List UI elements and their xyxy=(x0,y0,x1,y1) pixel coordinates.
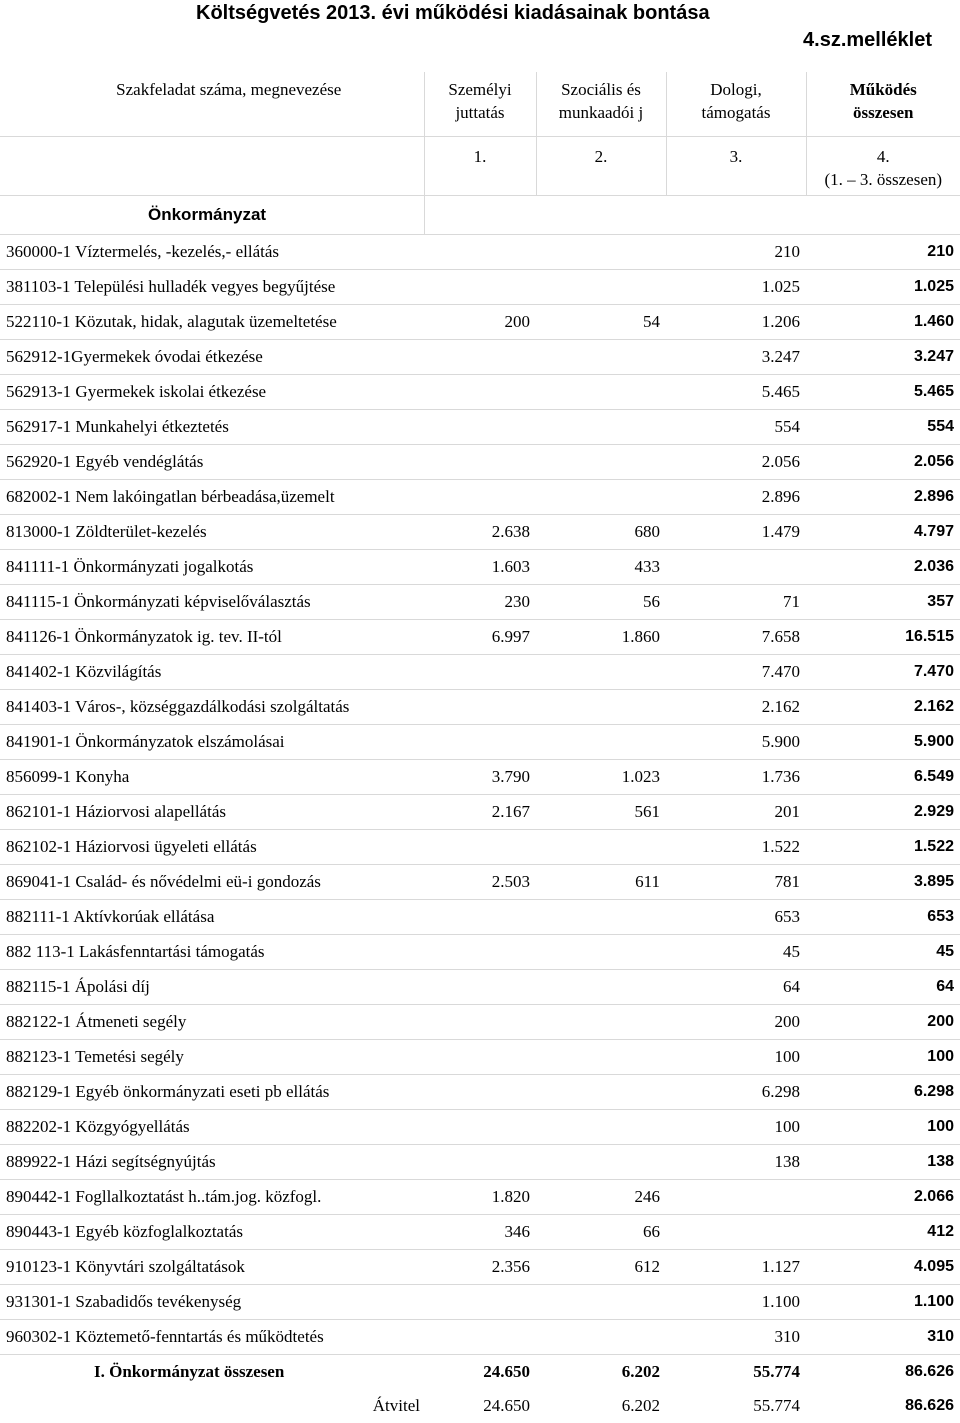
row-social xyxy=(536,375,666,410)
row-total: 100 xyxy=(806,1040,960,1075)
table-row xyxy=(0,585,960,620)
header-col-personal xyxy=(424,72,536,137)
table-row xyxy=(0,970,960,1005)
row-material: 5.465 xyxy=(666,375,806,410)
row-personal xyxy=(424,1285,536,1320)
row-material: 201 xyxy=(666,795,806,830)
row-name: 562917-1 Munkahelyi étkeztetés xyxy=(0,410,424,445)
header-col-social-line1: Szociális és xyxy=(561,80,641,99)
table-row xyxy=(0,1145,960,1180)
table-row xyxy=(0,515,960,550)
row-personal xyxy=(424,235,536,270)
sum-row-personal: 24.650 xyxy=(483,1362,530,1381)
header-col-total-line1: Működés xyxy=(849,80,917,99)
row-name: 360000-1 Víztermelés, -kezelés,- ellátás xyxy=(0,235,424,270)
row-personal xyxy=(424,970,536,1005)
row-name: 910123-1 Könyvtári szolgáltatások xyxy=(0,1250,424,1285)
table-row xyxy=(0,1215,960,1250)
row-material: 310 xyxy=(666,1320,806,1355)
row-social xyxy=(536,1075,666,1110)
document-title: Költségvetés 2013. évi működési kiadásainak bontása xyxy=(196,2,710,24)
row-personal xyxy=(424,655,536,690)
row-total: 412 xyxy=(806,1215,960,1250)
row-personal: 6.997 xyxy=(424,620,536,655)
row-personal xyxy=(424,830,536,865)
row-total: 2.056 xyxy=(806,445,960,480)
section-cell-3 xyxy=(666,196,806,235)
column-number-empty xyxy=(0,137,424,196)
table-row xyxy=(0,655,960,690)
row-personal xyxy=(424,1005,536,1040)
row-total: 2.929 xyxy=(806,795,960,830)
row-material xyxy=(666,550,806,585)
row-total: 2.896 xyxy=(806,480,960,515)
sum-row-total: 86.626 xyxy=(905,1363,954,1380)
table-row xyxy=(0,305,960,340)
row-name: 841402-1 Közvilágítás xyxy=(0,655,424,690)
row-personal xyxy=(424,375,536,410)
header-col-material-line2: támogatás xyxy=(701,103,771,122)
sum-row-label: I. Önkormányzat összesen xyxy=(94,1362,285,1381)
table-row xyxy=(0,550,960,585)
sum-row-social: 6.202 xyxy=(621,1362,660,1381)
row-material: 5.900 xyxy=(666,725,806,760)
row-name: 882129-1 Egyéb önkormányzati eseti pb ellátás xyxy=(0,1075,424,1110)
row-social xyxy=(536,445,666,480)
row-material: 45 xyxy=(666,935,806,970)
row-social xyxy=(536,1285,666,1320)
header-col-material xyxy=(666,72,806,137)
row-material: 1.025 xyxy=(666,270,806,305)
row-personal xyxy=(424,935,536,970)
row-personal xyxy=(424,900,536,935)
column-number-3: 3. xyxy=(666,137,806,196)
row-personal xyxy=(424,340,536,375)
row-total: 4.095 xyxy=(806,1250,960,1285)
row-personal: 2.503 xyxy=(424,865,536,900)
row-total: 16.515 xyxy=(806,620,960,655)
row-total: 1.522 xyxy=(806,830,960,865)
carry-row-label: Átvitel xyxy=(372,1396,420,1415)
row-personal xyxy=(424,410,536,445)
row-social xyxy=(536,1040,666,1075)
table-row xyxy=(0,1320,960,1355)
row-social: 56 xyxy=(536,585,666,620)
row-name: 856099-1 Konyha xyxy=(0,760,424,795)
row-personal xyxy=(424,1110,536,1145)
row-total: 554 xyxy=(806,410,960,445)
table-row xyxy=(0,340,960,375)
row-personal: 230 xyxy=(424,585,536,620)
row-material: 2.896 xyxy=(666,480,806,515)
header-col-material-line1: Dologi, xyxy=(710,80,762,99)
row-total: 357 xyxy=(806,585,960,620)
row-social xyxy=(536,900,666,935)
row-total: 5.900 xyxy=(806,725,960,760)
row-name: 862102-1 Háziorvosi ügyeleti ellátás xyxy=(0,830,424,865)
carry-row-social: 6.202 xyxy=(621,1396,660,1415)
annex-label: 4.sz.melléklet xyxy=(803,29,932,51)
row-social xyxy=(536,340,666,375)
row-material: 100 xyxy=(666,1110,806,1145)
section-cell-4 xyxy=(806,196,960,235)
carry-row-total: 86.626 xyxy=(905,1397,954,1414)
row-name: 882123-1 Temetési segély xyxy=(0,1040,424,1075)
row-social xyxy=(536,1320,666,1355)
row-social: 680 xyxy=(536,515,666,550)
row-name: 841115-1 Önkormányzati képviselőválasztás xyxy=(0,585,424,620)
row-personal xyxy=(424,1145,536,1180)
header-col-social-line2: munkaadói j xyxy=(558,103,644,122)
table-row xyxy=(0,865,960,900)
row-material: 7.470 xyxy=(666,655,806,690)
table-row xyxy=(0,480,960,515)
row-total: 1.460 xyxy=(806,305,960,340)
section-label: Önkormányzat xyxy=(0,196,424,235)
table-row xyxy=(0,900,960,935)
row-personal xyxy=(424,690,536,725)
row-total: 200 xyxy=(806,1005,960,1040)
row-material: 653 xyxy=(666,900,806,935)
row-social xyxy=(536,830,666,865)
header-col-total xyxy=(806,72,960,137)
row-material: 210 xyxy=(666,235,806,270)
row-name: 841403-1 Város-, községgazdálkodási szolgáltatás xyxy=(0,690,424,725)
row-personal xyxy=(424,270,536,305)
table-row xyxy=(0,1180,960,1215)
section-cell-2 xyxy=(536,196,666,235)
table-row xyxy=(0,1075,960,1110)
table-row xyxy=(0,1005,960,1040)
row-material: 554 xyxy=(666,410,806,445)
row-material: 100 xyxy=(666,1040,806,1075)
row-personal: 2.356 xyxy=(424,1250,536,1285)
table-row xyxy=(0,795,960,830)
section-cell-1 xyxy=(424,196,536,235)
row-material: 7.658 xyxy=(666,620,806,655)
row-social xyxy=(536,1145,666,1180)
table-row xyxy=(0,1250,960,1285)
row-name: 813000-1 Zöldterület-kezelés xyxy=(0,515,424,550)
row-material xyxy=(666,1215,806,1250)
row-social xyxy=(536,410,666,445)
row-material: 1.127 xyxy=(666,1250,806,1285)
table-row xyxy=(0,830,960,865)
table-row xyxy=(0,445,960,480)
row-material: 781 xyxy=(666,865,806,900)
row-social xyxy=(536,970,666,1005)
row-name: 841901-1 Önkormányzatok elszámolásai xyxy=(0,725,424,760)
row-total: 3.247 xyxy=(806,340,960,375)
carry-row-material: 55.774 xyxy=(753,1396,800,1415)
row-total: 3.895 xyxy=(806,865,960,900)
table-row xyxy=(0,620,960,655)
table-row xyxy=(0,235,960,270)
row-personal xyxy=(424,445,536,480)
column-number-4-line2: (1. – 3. összesen) xyxy=(824,170,943,189)
row-material: 71 xyxy=(666,585,806,620)
row-total: 4.797 xyxy=(806,515,960,550)
row-name: 882122-1 Átmeneti segély xyxy=(0,1005,424,1040)
row-personal: 346 xyxy=(424,1215,536,1250)
row-social: 1.860 xyxy=(536,620,666,655)
row-name: 882 113-1 Lakásfenntartási támogatás xyxy=(0,935,424,970)
row-total: 310 xyxy=(806,1320,960,1355)
row-personal: 3.790 xyxy=(424,760,536,795)
sum-row xyxy=(0,1355,960,1390)
row-material: 1.522 xyxy=(666,830,806,865)
row-social: 611 xyxy=(536,865,666,900)
budget-table xyxy=(0,72,960,1423)
row-personal: 2.167 xyxy=(424,795,536,830)
row-name: 562920-1 Egyéb vendéglátás xyxy=(0,445,424,480)
row-material: 1.206 xyxy=(666,305,806,340)
header-col-social xyxy=(536,72,666,137)
row-personal: 2.638 xyxy=(424,515,536,550)
table-row xyxy=(0,935,960,970)
row-material: 2.162 xyxy=(666,690,806,725)
row-name: 889922-1 Házi segítségnyújtás xyxy=(0,1145,424,1180)
row-name: 841126-1 Önkormányzatok ig. tev. II-tól xyxy=(0,620,424,655)
header-col-total-line2: összesen xyxy=(853,103,914,122)
column-number-row xyxy=(0,137,960,196)
row-personal xyxy=(424,480,536,515)
row-total: 2.066 xyxy=(806,1180,960,1215)
row-social: 612 xyxy=(536,1250,666,1285)
row-material: 1.479 xyxy=(666,515,806,550)
row-name: 869041-1 Család- és nővédelmi eü-i gondozás xyxy=(0,865,424,900)
carry-row xyxy=(0,1389,960,1423)
row-total: 138 xyxy=(806,1145,960,1180)
row-social: 561 xyxy=(536,795,666,830)
row-social: 54 xyxy=(536,305,666,340)
row-social xyxy=(536,935,666,970)
row-social xyxy=(536,690,666,725)
row-social: 246 xyxy=(536,1180,666,1215)
row-total: 45 xyxy=(806,935,960,970)
table-body xyxy=(0,235,960,1355)
row-personal: 200 xyxy=(424,305,536,340)
row-name: 381103-1 Települési hulladék vegyes begyűjtése xyxy=(0,270,424,305)
row-name: 682002-1 Nem lakóingatlan bérbeadása,üzemelt xyxy=(0,480,424,515)
row-total: 1.025 xyxy=(806,270,960,305)
row-social: 1.023 xyxy=(536,760,666,795)
row-total: 2.162 xyxy=(806,690,960,725)
column-number-4 xyxy=(806,137,960,196)
row-material xyxy=(666,1180,806,1215)
row-total: 7.470 xyxy=(806,655,960,690)
row-name: 841111-1 Önkormányzati jogalkotás xyxy=(0,550,424,585)
header-col-personal-line2: juttatás xyxy=(455,103,505,122)
row-material: 3.247 xyxy=(666,340,806,375)
row-personal: 1.603 xyxy=(424,550,536,585)
sum-row-material: 55.774 xyxy=(753,1362,800,1381)
row-total: 100 xyxy=(806,1110,960,1145)
table-row xyxy=(0,410,960,445)
table-row xyxy=(0,1040,960,1075)
table-row xyxy=(0,690,960,725)
table-row xyxy=(0,760,960,795)
header-row xyxy=(0,72,960,137)
row-name: 562913-1 Gyermekek iskolai étkezése xyxy=(0,375,424,410)
row-total: 1.100 xyxy=(806,1285,960,1320)
row-total: 6.298 xyxy=(806,1075,960,1110)
row-name: 882202-1 Közgyógyellátás xyxy=(0,1110,424,1145)
row-social xyxy=(536,725,666,760)
row-name: 562912-1Gyermekek óvodai étkezése xyxy=(0,340,424,375)
carry-row-personal: 24.650 xyxy=(483,1396,530,1415)
row-material: 138 xyxy=(666,1145,806,1180)
row-personal: 1.820 xyxy=(424,1180,536,1215)
table-row xyxy=(0,1285,960,1320)
row-social xyxy=(536,270,666,305)
row-name: 931301-1 Szabadidős tevékenység xyxy=(0,1285,424,1320)
row-social xyxy=(536,1110,666,1145)
row-total: 653 xyxy=(806,900,960,935)
row-name: 882115-1 Ápolási díj xyxy=(0,970,424,1005)
header-col-name: Szakfeladat száma, megnevezése xyxy=(0,72,424,137)
row-social xyxy=(536,655,666,690)
row-total: 64 xyxy=(806,970,960,1005)
column-number-2: 2. xyxy=(536,137,666,196)
row-material: 64 xyxy=(666,970,806,1005)
column-number-1: 1. xyxy=(424,137,536,196)
row-personal xyxy=(424,1320,536,1355)
row-social xyxy=(536,235,666,270)
row-material: 1.100 xyxy=(666,1285,806,1320)
row-social xyxy=(536,1005,666,1040)
row-name: 890443-1 Egyéb közfoglalkoztatás xyxy=(0,1215,424,1250)
table-row xyxy=(0,725,960,760)
row-personal xyxy=(424,725,536,760)
row-personal xyxy=(424,1040,536,1075)
row-personal xyxy=(424,1075,536,1110)
table-row xyxy=(0,375,960,410)
table-row xyxy=(0,270,960,305)
row-name: 862101-1 Háziorvosi alapellátás xyxy=(0,795,424,830)
column-number-4-line1: 4. xyxy=(876,147,890,166)
row-name: 960302-1 Köztemető-fenntartás és működtetés xyxy=(0,1320,424,1355)
row-material: 1.736 xyxy=(666,760,806,795)
row-social: 66 xyxy=(536,1215,666,1250)
row-name: 890442-1 Fogllalkoztatást h..tám.jog. közfogl. xyxy=(0,1180,424,1215)
header-col-personal-line1: Személyi xyxy=(448,80,512,99)
row-total: 2.036 xyxy=(806,550,960,585)
row-total: 5.465 xyxy=(806,375,960,410)
section-row xyxy=(0,196,960,235)
row-social xyxy=(536,480,666,515)
row-material: 200 xyxy=(666,1005,806,1040)
table-row xyxy=(0,1110,960,1145)
row-material: 2.056 xyxy=(666,445,806,480)
row-name: 522110-1 Közutak, hidak, alagutak üzemeltetése xyxy=(0,305,424,340)
row-material: 6.298 xyxy=(666,1075,806,1110)
row-social: 433 xyxy=(536,550,666,585)
row-total: 210 xyxy=(806,235,960,270)
row-name: 882111-1 Aktívkorúak ellátása xyxy=(0,900,424,935)
row-total: 6.549 xyxy=(806,760,960,795)
